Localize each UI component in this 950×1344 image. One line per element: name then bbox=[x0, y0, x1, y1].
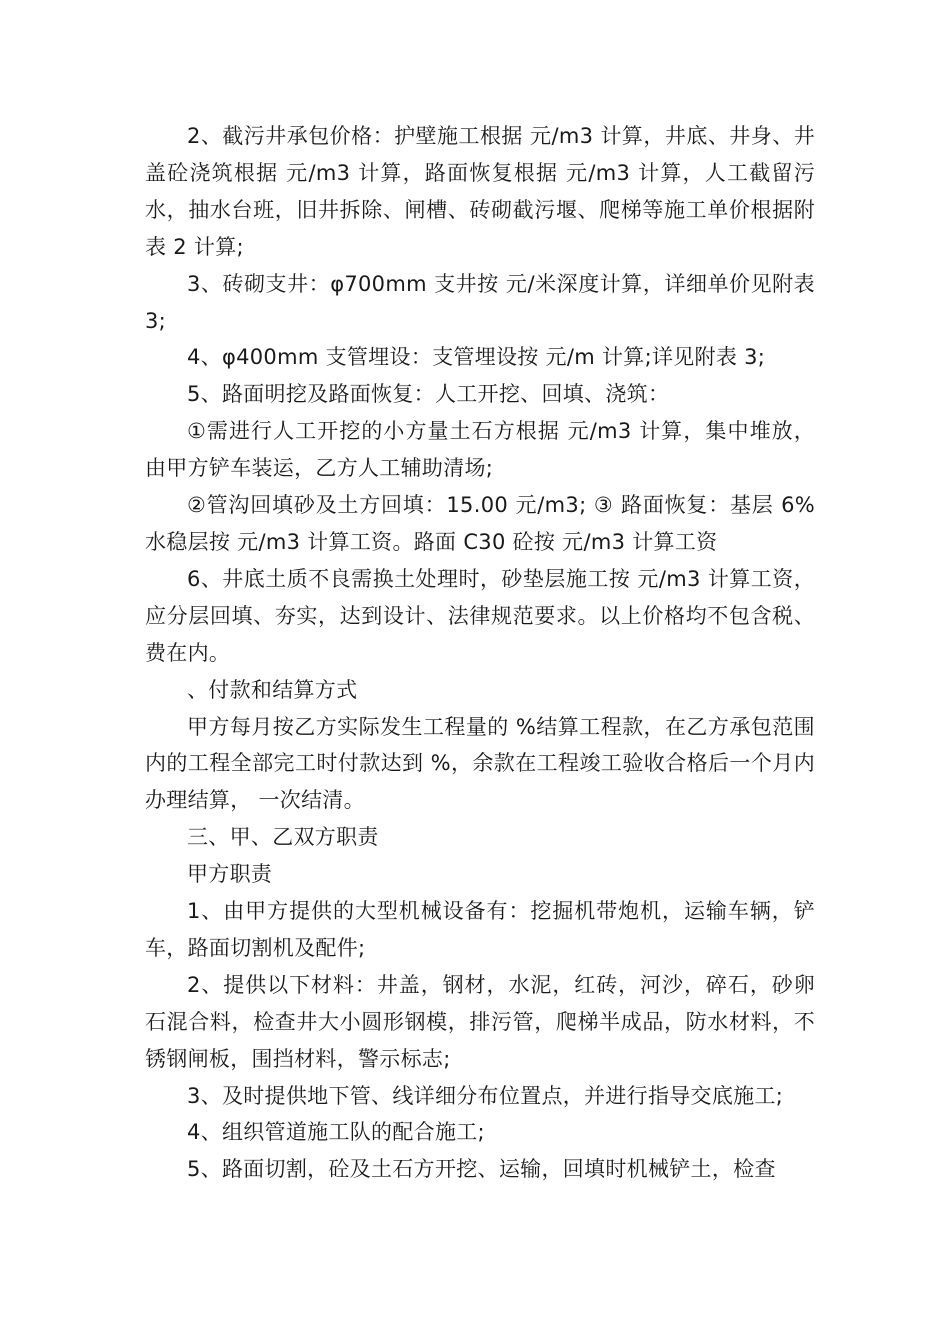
paragraph-party-a-machinery: 1、由甲方提供的大型机械设备有：挖掘机带炮机，运输车辆，铲车，路面切割机及配件; bbox=[145, 899, 815, 960]
paragraph-soil-replacement: 6、井底土质不良需换土处理时，砂垫层施工按 元/m3 计算工资，应分层回填、夯实，达到设计、法律规范要求。以上价格均不包含税、费在内。 bbox=[145, 566, 815, 665]
paragraph-manual-excavation: ①需进行人工开挖的小方量土石方根据 元/m3 计算，集中堆放，由甲方铲车装运，乙方人工辅助清场; bbox=[145, 419, 815, 481]
paragraph-party-a-utilities: 3、及时提供地下管、线详细分布位置点，并进行指导交底施工; bbox=[187, 1083, 784, 1108]
paragraph-payment-terms: 甲方每月按乙方实际发生工程量的 %结算工程款，在乙方承包范围内的工程全部完工时付款达到 %，余款在工程竣工验收合格后一个月内办理结算， 一次结清。 bbox=[145, 714, 815, 813]
paragraph-brick-branch-well: 3、砖砌支井：φ700mm 支井按 元/米深度计算，详细单价见附表 3; bbox=[145, 271, 815, 333]
heading-responsibilities: 三、甲、乙双方职责 bbox=[187, 825, 379, 850]
paragraph-road-excavation: 5、路面明挖及路面恢复：人工开挖、回填、浇筑： bbox=[187, 382, 670, 407]
heading-payment-settlement: 、付款和结算方式 bbox=[187, 677, 358, 702]
paragraph-party-a-coordination: 4、组织管道施工队的配合施工; bbox=[187, 1120, 485, 1145]
paragraph-party-a-materials: 2、提供以下材料：井盖，钢材，水泥，红砖，河沙，碎石，砂卵石混合料，检查井大小圆形钢模，排污管，爬梯半成品，防水材料，不锈钢闸板，围挡材料，警示标志; bbox=[145, 972, 815, 1071]
heading-party-a-duties: 甲方职责 bbox=[187, 862, 273, 887]
paragraph-backfill-restoration: ②管沟回填砂及土方回填：15.00 元/m3; ③ 路面恢复：基层 6%水稳层按 元/m3 计算工资。路面 C30 砼按 元/m3 计算工资 bbox=[145, 493, 815, 554]
document-body bbox=[145, 118, 815, 1188]
paragraph-branch-pipe: 4、φ400mm 支管埋设：支管埋设按 元/m 计算;详见附表 3; bbox=[187, 345, 766, 370]
paragraph-manhole-price: 2、截污井承包价格：护壁施工根据 元/m3 计算，井底、井身、井盖砼浇筑根据 元/m3 计算，路面恢复根据 元/m3 计算，人工截留污水，抽水台班，旧井拆除、闸槽、砖砌截污堰、爬梯等施工单价根据附表 2 计算; bbox=[145, 124, 815, 259]
paragraph-party-a-cutting: 5、路面切割，砼及土石方开挖、运输，回填时机械铲土，检查 bbox=[187, 1157, 776, 1182]
